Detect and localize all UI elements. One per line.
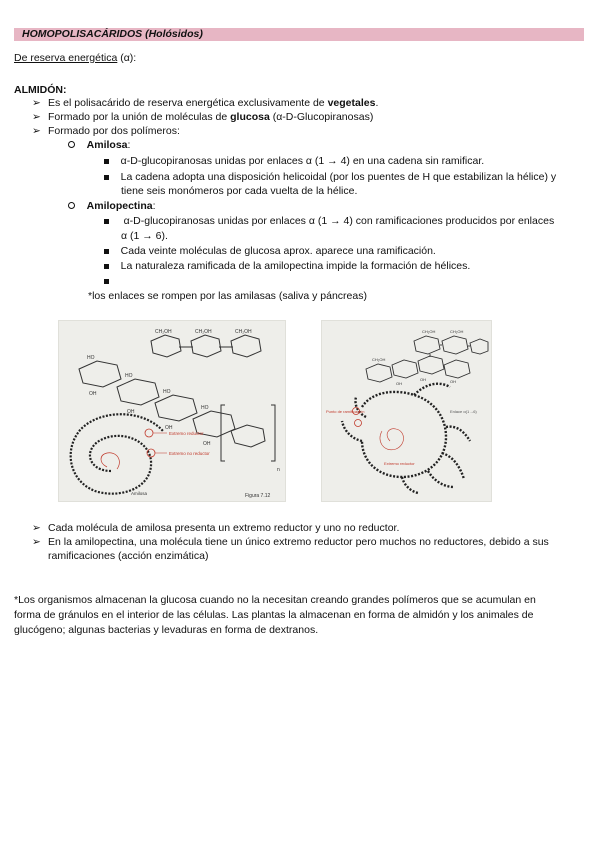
square-bullet-icon <box>104 219 109 224</box>
square-bullet-icon <box>104 249 109 254</box>
amilosa-item-2 <box>104 171 556 184</box>
amilosa-heading <box>68 139 130 152</box>
arrow-bullet-icon: ➢ <box>32 522 41 534</box>
svg-text:CH₂OH: CH₂OH <box>450 329 464 334</box>
bullet-3-text: Formado por dos polímeros: <box>48 125 180 137</box>
footnote-line-3: glucógeno; algunas bacterias y levaduras en forma de dextranos. <box>14 624 319 636</box>
amilopectina-item-1-cont: α (1 → 6). <box>121 230 168 242</box>
amilopectina-item-2 <box>104 245 436 258</box>
svg-text:OH: OH <box>396 381 402 386</box>
svg-text:HO: HO <box>87 355 95 361</box>
circle-bullet-icon <box>68 141 75 148</box>
amilopectina-item-1 <box>104 215 554 228</box>
square-bullet-icon <box>104 264 109 269</box>
amilopectina-label: Amilopectina <box>86 200 153 212</box>
after-bullet-2-cont: ramificaciones (acción enzimática) <box>48 550 209 562</box>
amilopectina-item-3 <box>104 260 470 273</box>
amilosa-label: Amilosa <box>86 139 128 151</box>
section-heading <box>14 52 136 65</box>
amilopectina-colon: : <box>152 200 156 212</box>
footnote-line-1: *Los organismos almacenan la glucosa cuando no la necesitan creando grandes polímeros que se acumulan en <box>14 594 536 606</box>
after-bullet-1-text: Cada molécula de amilosa presenta un extremo reductor y uno no reductor. <box>48 522 400 534</box>
svg-text:OH: OH <box>127 409 135 415</box>
arrow-bullet-icon: ➢ <box>32 536 41 548</box>
amilosa-colon: : <box>127 139 131 151</box>
bullet-2-bold: glucosa <box>230 111 270 123</box>
almidon-title: ALMIDÓN: <box>14 84 67 96</box>
amilopectina-item-3-text: La naturaleza ramificada de la amilopectina impide la formación de hélices. <box>120 260 471 272</box>
amilopectina-bottom-label: Extremo reductor <box>384 461 415 466</box>
amilopectina-side-label: Enlace α(1→6) <box>450 409 477 414</box>
svg-text:CH₂OH: CH₂OH <box>195 329 212 335</box>
after-bullet-2-text: En la amilopectina, una molécula tiene un único extremo reductor pero muchos no reductores, debido a sus <box>48 536 549 548</box>
svg-text:OH: OH <box>89 391 97 397</box>
svg-text:HO: HO <box>163 389 171 395</box>
svg-text:OH: OH <box>420 377 426 382</box>
circle-bullet-icon <box>68 202 75 209</box>
footnote-line-2: forma de gránulos en el interior de las células. Las plantas la almacenan en forma de almidón y los animales de <box>14 609 534 621</box>
bullet-1-end: . <box>375 97 379 109</box>
section-suffix: (α): <box>117 52 137 64</box>
svg-text:OH: OH <box>165 425 173 431</box>
amilopectina-heading <box>68 200 156 213</box>
amilosa-red-label-1: Extremo reductor <box>169 431 204 436</box>
bullet-3 <box>32 125 180 138</box>
page-title: HOMOPOLISACÁRIDOS (Holósidos) <box>22 28 203 40</box>
amilopectina-figure <box>321 320 492 502</box>
svg-text:CH₂OH: CH₂OH <box>372 357 386 362</box>
amilopectina-item-2-text: Cada veinte moléculas de glucosa aprox. aparece una ramificación. <box>120 245 436 257</box>
svg-text:CH₂OH: CH₂OH <box>155 329 172 335</box>
amilosa-item-1 <box>104 155 484 168</box>
svg-text:CH₂OH: CH₂OH <box>422 329 436 334</box>
arrow-bullet-icon: ➢ <box>32 111 41 123</box>
bullet-2-end: (α-D-Glucopiranosas) <box>269 111 374 123</box>
amilasa-note: *los enlaces se rompen por las amilasas (saliva y páncreas) <box>88 290 367 302</box>
amilosa-item-2-text: La cadena adopta una disposición helicoidal (por los puentes de H que estabilizan la hélice) y <box>120 171 557 183</box>
svg-text:OH: OH <box>203 441 211 447</box>
square-bullet-icon <box>104 159 109 164</box>
section-label: De reserva energética <box>14 52 118 64</box>
amilopectina-diagram <box>322 321 491 501</box>
bullet-2 <box>32 111 373 124</box>
amilopectina-red-label: Punto de ramificación <box>326 409 365 414</box>
amilosa-diagram <box>59 321 285 501</box>
bullet-1 <box>32 97 378 110</box>
svg-text:n: n <box>277 467 280 473</box>
arrow-bullet-icon: ➢ <box>32 97 41 109</box>
svg-text:CH₂OH: CH₂OH <box>235 329 252 335</box>
after-bullet-1 <box>32 522 399 535</box>
amilosa-figure <box>58 320 286 502</box>
amilosa-item-2-cont: tiene seis monómeros por cada vuelta de la hélice. <box>121 185 358 197</box>
amilopectina-item-1-text: α-D-glucopiranosas unidas por enlaces α (1 → 4) con ramificaciones producidos por enlaces <box>120 215 555 227</box>
figure-caption: Figura 7.12 <box>245 493 271 499</box>
bullet-2-text: Formado por la unión de moléculas de <box>48 111 231 123</box>
amilosa-spiral-label: Amilosa <box>131 491 148 496</box>
bullet-1-text: Es el polisacárido de reserva energética exclusivamente de <box>48 97 328 109</box>
arrow-bullet-icon: ➢ <box>32 125 41 137</box>
svg-text:OH: OH <box>450 379 456 384</box>
svg-text:HO: HO <box>201 405 209 411</box>
amilosa-item-1-text: α-D-glucopiranosas unidas por enlaces α (1 → 4) en una cadena sin ramificar. <box>120 155 485 167</box>
bullet-1-bold: vegetales <box>327 97 376 109</box>
square-bullet-icon <box>104 279 109 284</box>
amilopectina-item-empty <box>104 275 109 288</box>
square-bullet-icon <box>104 175 109 180</box>
after-bullet-2 <box>32 536 549 549</box>
svg-text:HO: HO <box>125 373 133 379</box>
amilosa-red-label-2: Extremo no reductor <box>169 451 210 456</box>
